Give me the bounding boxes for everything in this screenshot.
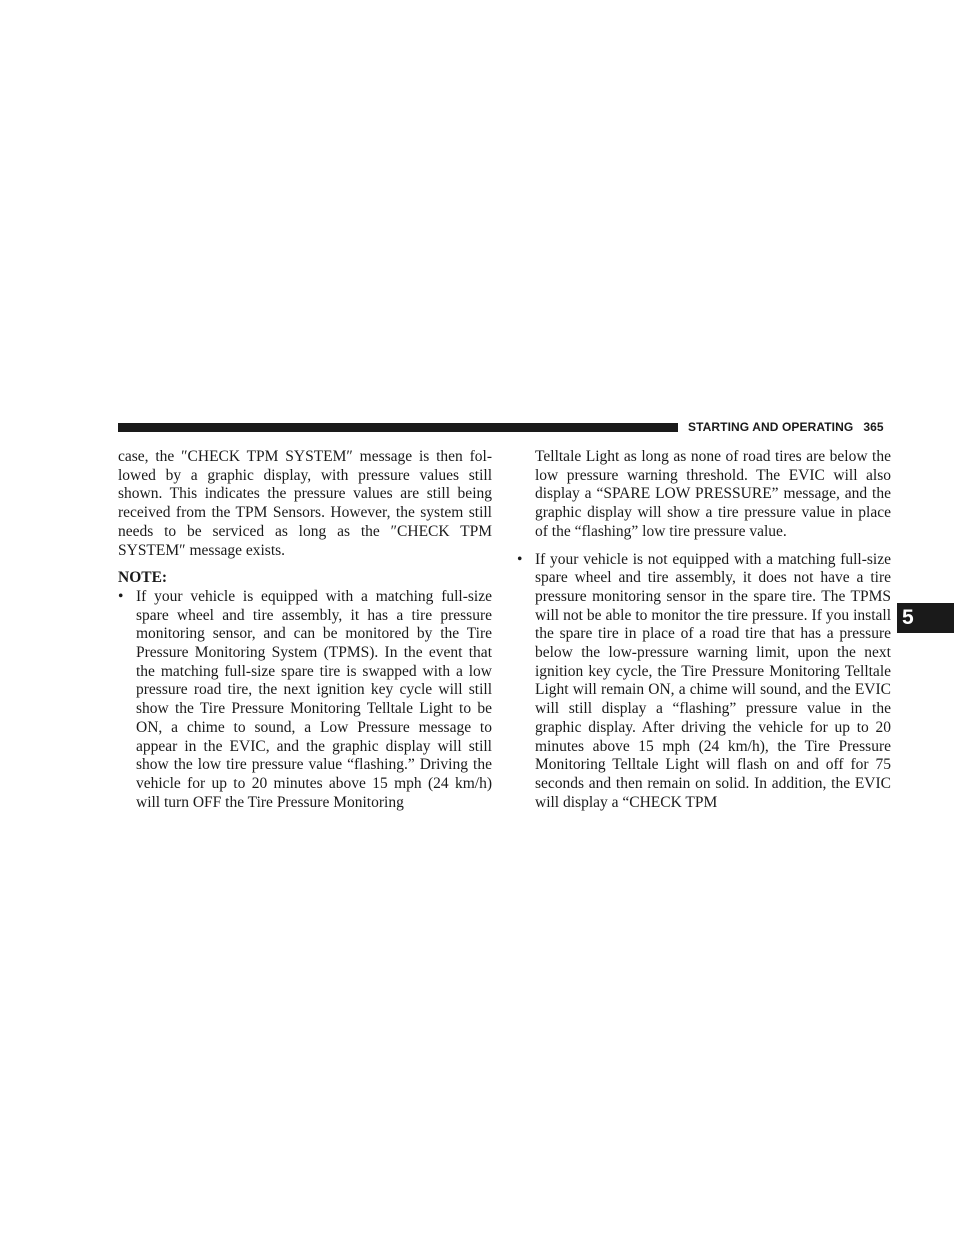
left-column — [118, 448, 492, 812]
section-title: STARTING AND OPERATING — [688, 420, 854, 434]
list-item — [118, 588, 492, 812]
list-item-continued-text: Telltale Light as long as none of road tires are below the low pressure warning threshold. The EVIC will also display a “SPARE LOW PRESSURE” message, and the graphic display will show a tire pressure value in place of the “flashing” low tire pressure value. — [535, 448, 891, 540]
list-item — [517, 551, 891, 813]
body-paragraph: case, the ″CHECK TPM SYSTEM″ message is then followed by a graphic display, with pressure values still shown. This indicates the pressure values are still being received from the TPM Sensors. However, the system still needs to be serviced as long as the ″CHECK TPM SYSTEM″ message exists. — [118, 448, 492, 559]
bullet-marker: • — [118, 587, 124, 605]
running-header — [688, 420, 884, 434]
list-item-text: If your vehicle is equipped with a matching full-size spare wheel and tire assembly, it has a tire pressure monitoring sensor, and can be monitored by the Tire Pressure Monitoring System (TPMS). In the event that the matching full-size spare tire is swapped with a low pressure road tire, the next ignition key cycle will still show the Tire Pressure Monitoring Telltale Light to be ON, a chime to sound, a Low Pressure message to appear in the EVIC, and the graphic display will still show the low tire pressure value “flashing.” Driving the vehicle for up to 20 minutes above 15 mph (24 km/h) will turn OFF the Tire Pressure Monitoring — [136, 587, 492, 811]
page-number: 365 — [863, 420, 884, 434]
header-rule — [118, 423, 678, 432]
right-column — [517, 448, 891, 812]
note-heading: NOTE: — [118, 569, 168, 587]
list-item-text: If your vehicle is not equipped with a matching full-size spare wheel and tire assembly, it does not have a tire pressure monitoring sensor in the spare tire. The TPMS will not be able to monitor the tire pressure. If you install the spare tire in place of a road tire that has a pressure below the low-pressure warning limit, upon the next ignition key cycle, the Tire Pressure Monitoring Telltale Light will remain ON, a chime will sound, and the EVIC will still display a “flashing” pressure value in the graphic display. After driving the vehicle for up to 20 minutes above 15 mph (24 km/h), the Tire Pressure Monitoring Telltale Light will flash on and off for 75 seconds and then remain on solid. In addition, the EVIC will display a “CHECK TPM — [535, 550, 891, 811]
bullet-marker: • — [517, 550, 523, 568]
chapter-tab: 5 — [897, 603, 954, 633]
